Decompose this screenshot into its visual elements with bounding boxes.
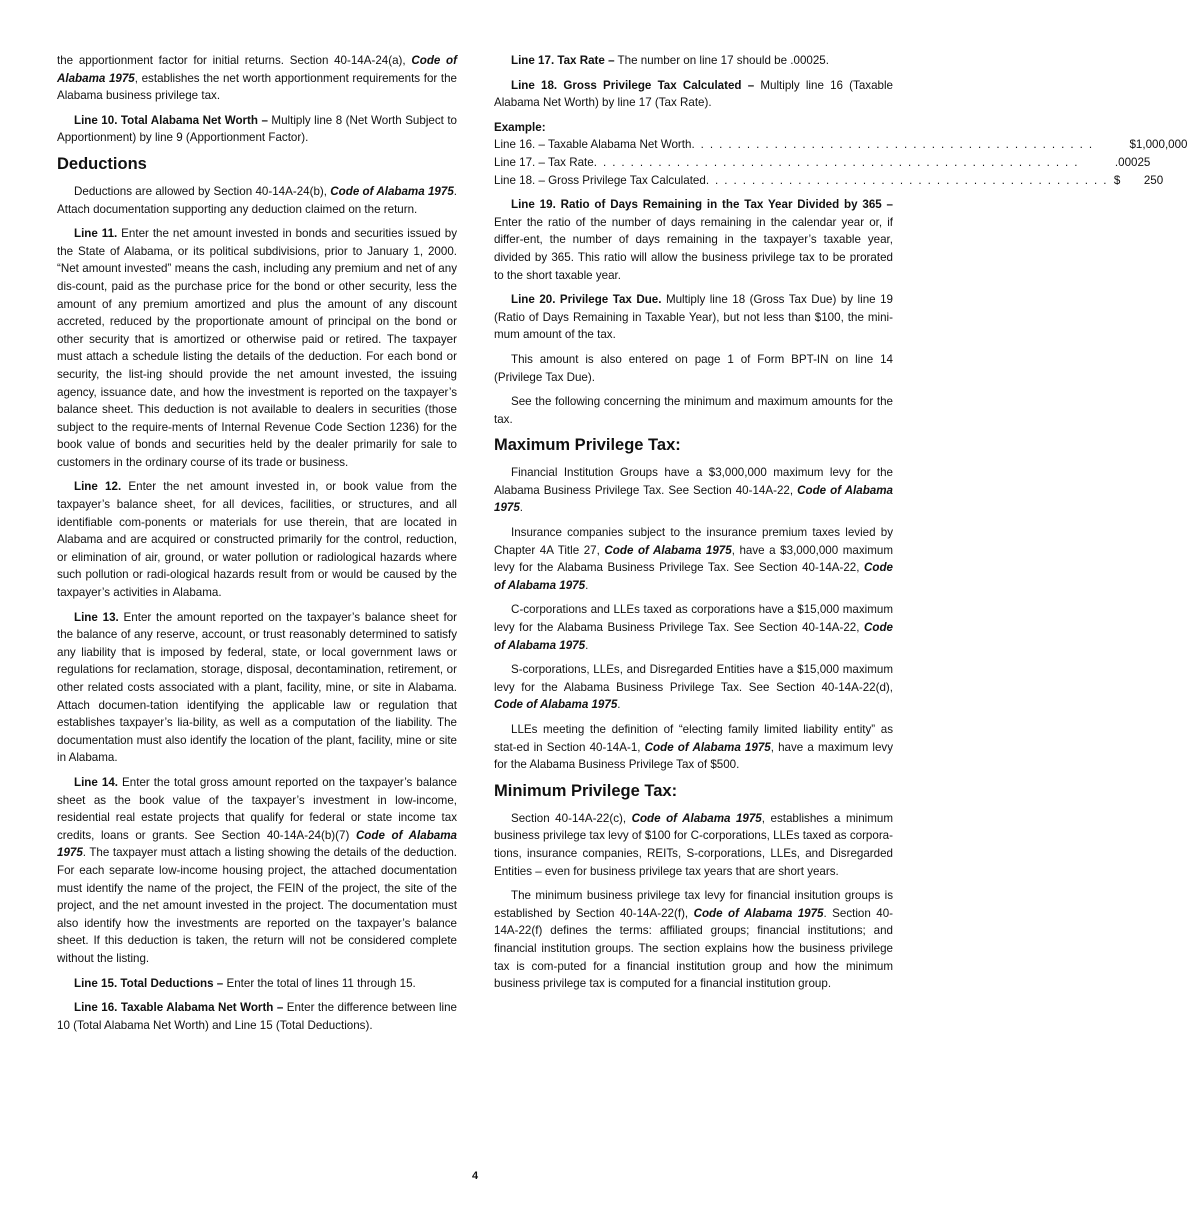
leader-dots: . . . . . . . . . . . . . . . . . . . . . . . . . . . . . . . . . . . . . . . . . . . . bbox=[691, 138, 1094, 152]
line-14-paragraph: Line 14. Enter the total gross amount reported on the taxpayer’s balance sheet as the book value of the taxpayer’s investment in low-income, residential real estate projects that qualify for federal or state income tax credits, loans or grants. See Section 40-14A-24(b)(7) Code of Alabama 1975. The taxpayer must attach a listing showing the details of the deduction. For each separate low-income housing project, the attached documentation must identify the name of the project, the FEIN of the project, the site of the project, and the net amount invested in the project. The documentation must also identify how the investments are reported on the taxpayer’s balance sheet. If this deduction is taken, the return will not be considered complete without the listing. bbox=[57, 775, 458, 965]
line-17-paragraph: Line 17. Tax Rate – The number on line 17 should be .00025. bbox=[511, 54, 829, 67]
right-column bbox=[494, 52, 1188, 1000]
leader-dots: . . . . . . . . . . . . . . . . . . . . . . . . . . . . . . . . . . . . . . . . . . . . bbox=[705, 173, 1108, 187]
min-paragraph-2: The minimum business privilege tax levy for financial insitution groups is established by Section 40-14A-22(f), Code of Alabama 1975. Section 40-14A-22(f) defines the terms: affiliated groups; financial institutions; and financial institution groups. The section explains how the business privilege tax is com-puted for a financial institution group and how the minimum business privilege tax is computed for a financial institution group. bbox=[494, 889, 894, 991]
leader-dots: . . . . . . . . . . . . . . . . . . . . . . . . . . . . . . . . . . . . . . . . . . . . . . . . . . . . . bbox=[593, 155, 1079, 169]
line-10-paragraph: Line 10. Total Alabama Net Worth – Multiply line 8 (Net Worth Subject to Apportionment) by line 9 (Apportionment Factor). bbox=[57, 113, 458, 145]
also-entered-paragraph: This amount is also entered on page 1 of Form BPT-IN on line 14 (Privilege Tax Due). bbox=[494, 352, 893, 384]
example-label: Example: bbox=[494, 120, 546, 134]
max-paragraph-1: Financial Institution Groups have a $3,000,000 maximum levy for the Alabama Business Privilege Tax. See Section 40-14A-22, Code of Alabama 1975. bbox=[494, 466, 893, 515]
line-18-paragraph: Line 18. Gross Privilege Tax Calculated – Multiply line 16 (Taxable Alabama Net Worth) by line 17 (Tax Rate). bbox=[494, 78, 893, 110]
left-column bbox=[57, 52, 457, 1041]
max-paragraph-2: Insurance companies subject to the insurance premium taxes levied by Chapter 4A Title 27, Code of Alabama 1975, have a $3,000,000 maximum levy for the Alabama Business Privilege Tax. See Section 40-14A-22, Code of Alabama 1975. bbox=[494, 526, 894, 592]
line-19-paragraph: Line 19. Ratio of Days Remaining in the Tax Year Divided by 365 – Enter the ratio of the number of days remaining in the calendar year or, if differ-ent, the number of days remaining in the taxpayer’s taxable year, divided by 365. This ratio will allow the business privilege tax to be prorated to the short taxable year. bbox=[494, 198, 893, 282]
example-table bbox=[494, 136, 1188, 189]
see-following-paragraph: See the following concerning the minimum and maximum amounts for the tax. bbox=[494, 395, 893, 426]
maximum-privilege-tax-heading: Maximum Privilege Tax: bbox=[494, 436, 681, 455]
line-13-paragraph: Line 13. Enter the amount reported on the taxpayer’s balance sheet for the balance of any reserve, account, or trust reasonably determined to satisfy any liability that is imposed by federal, state, or local government laws or regulations for reclamation, storage, disposal, decontamination, retirement, or other related costs associated with a plant, facility, mine, or site in Alabama. Attach documen-tation identifying the applicable law or regulation that establishes taxpayer’s lia-bility, as well as a computation of the liability. The documentation must also identify the location of the plant, facility, mine or site in Alabama. bbox=[57, 610, 457, 765]
max-paragraph-3: C-corporations and LLEs taxed as corporations have a $15,000 maximum levy for the Alabama Business Privilege Tax. See Section 40-14A-22, Code of Alabama 1975. bbox=[494, 603, 893, 652]
line-15-paragraph: Line 15. Total Deductions – Enter the total of lines 11 through 15. bbox=[74, 976, 416, 990]
deductions-paragraph: Deductions are allowed by Section 40-14A-24(b), Code of Alabama 1975. Attach documentation supporting any deduction claimed on the return. bbox=[57, 184, 458, 216]
intro-paragraph: the apportionment factor for initial returns. Section 40-14A-24(a), Code of Alabama 1975, establishes the net worth apportionment requirements for the Alabama business privilege tax. bbox=[57, 54, 457, 103]
line-11-paragraph: Line 11. Enter the net amount invested in bonds and securities issued by the State of Alabama, or its political subdivisions, prior to January 1, 2000. “Net amount invested” means the cash, including any premium and net of any dis-count, paid as the purchase price for the bond or other security, less the amount of any premium amortized and plus the amount of any discount accreted, reduced by the proportionate amount of principal on the bond or other security that is amortized or otherwise paid or retired. The taxpayer must attach a schedule listing the details of the deduction. For each bond or security, the list-ing should provide the net amount invested, the issuing agency, issuance date, and how the investment is reported on the taxpayer’s balance sheet. This deduction is not available to dealers in securities (those subject to the require-ments of Internal Revenue Code Section 1236) for the book value of bonds and securities held by the dealer primarily for sale to customers in the ordinary course of its trade or business. bbox=[57, 227, 457, 469]
minimum-privilege-tax-heading: Minimum Privilege Tax: bbox=[494, 781, 678, 800]
line-20-paragraph: Line 20. Privilege Tax Due. Multiply line 18 (Gross Tax Due) by line 19 (Ratio of Days Remaining in Taxable Year), but not less than $100, the mini-mum amount of the tax. bbox=[494, 293, 893, 342]
page-number: 4 bbox=[471, 1170, 479, 1182]
deductions-heading: Deductions bbox=[57, 154, 147, 173]
example-row: Line 16. – Taxable Alabama Net Worth . . . . . . . . . . . . . . . . . . . . . . . . . . . . . . . . . . . . . . . . . . . . $1,000,000 bbox=[494, 136, 893, 154]
min-paragraph-1: Section 40-14A-22(c), Code of Alabama 1975, establishes a minimum business privilege tax levy of $100 for C-corporations, LLEs taxed as corpora-tions, insurance companies, REITs, S-corporations, LLEs, and Disregarded Entities – even for business privilege tax years that are short years. bbox=[494, 811, 894, 878]
max-paragraph-5: LLEs meeting the definition of “electing family limited liability entity” as stat-ed in Section 40-14A-1, Code of Alabama 1975, have a maximum levy for the Alabama Business Privilege Tax of $500. bbox=[494, 723, 894, 772]
line-12-paragraph: Line 12. Enter the net amount invested in, or book value from the taxpayer’s balance sheet, for all devices, facilities, or structures, and all identifiable com-ponents or materials for use therein, that are located in Alabama and are acquired or constructed primarily for the control, reduction, or elimination of air, ground, or water pollution or radiological hazards where such pollution or radi-ological hazards result from or would be caused by the taxpayer’s activities in Alabama. bbox=[57, 480, 458, 600]
max-paragraph-4: S-corporations, LLEs, and Disregarded Entities have a $15,000 maximum levy for the Alabama Business Privilege Tax. See Section 40-14A-22(d), Code of Alabama 1975. bbox=[494, 663, 893, 712]
line-16-paragraph: Line 16. Taxable Alabama Net Worth – Enter the difference between line 10 (Total Alabama Net Worth) and Line 15 (Total Deductions). bbox=[57, 1001, 457, 1032]
example-row: Line 18. – Gross Privilege Tax Calculated . . . . . . . . . . . . . . . . . . . . . . . . . . . . . . . . . . . . . . . . . . . . $ 250 bbox=[494, 172, 893, 190]
example-row: Line 17. – Tax Rate . . . . . . . . . . . . . . . . . . . . . . . . . . . . . . . . . . . . . . . . . . . . . . . . . . . . . .00025 bbox=[494, 154, 893, 172]
